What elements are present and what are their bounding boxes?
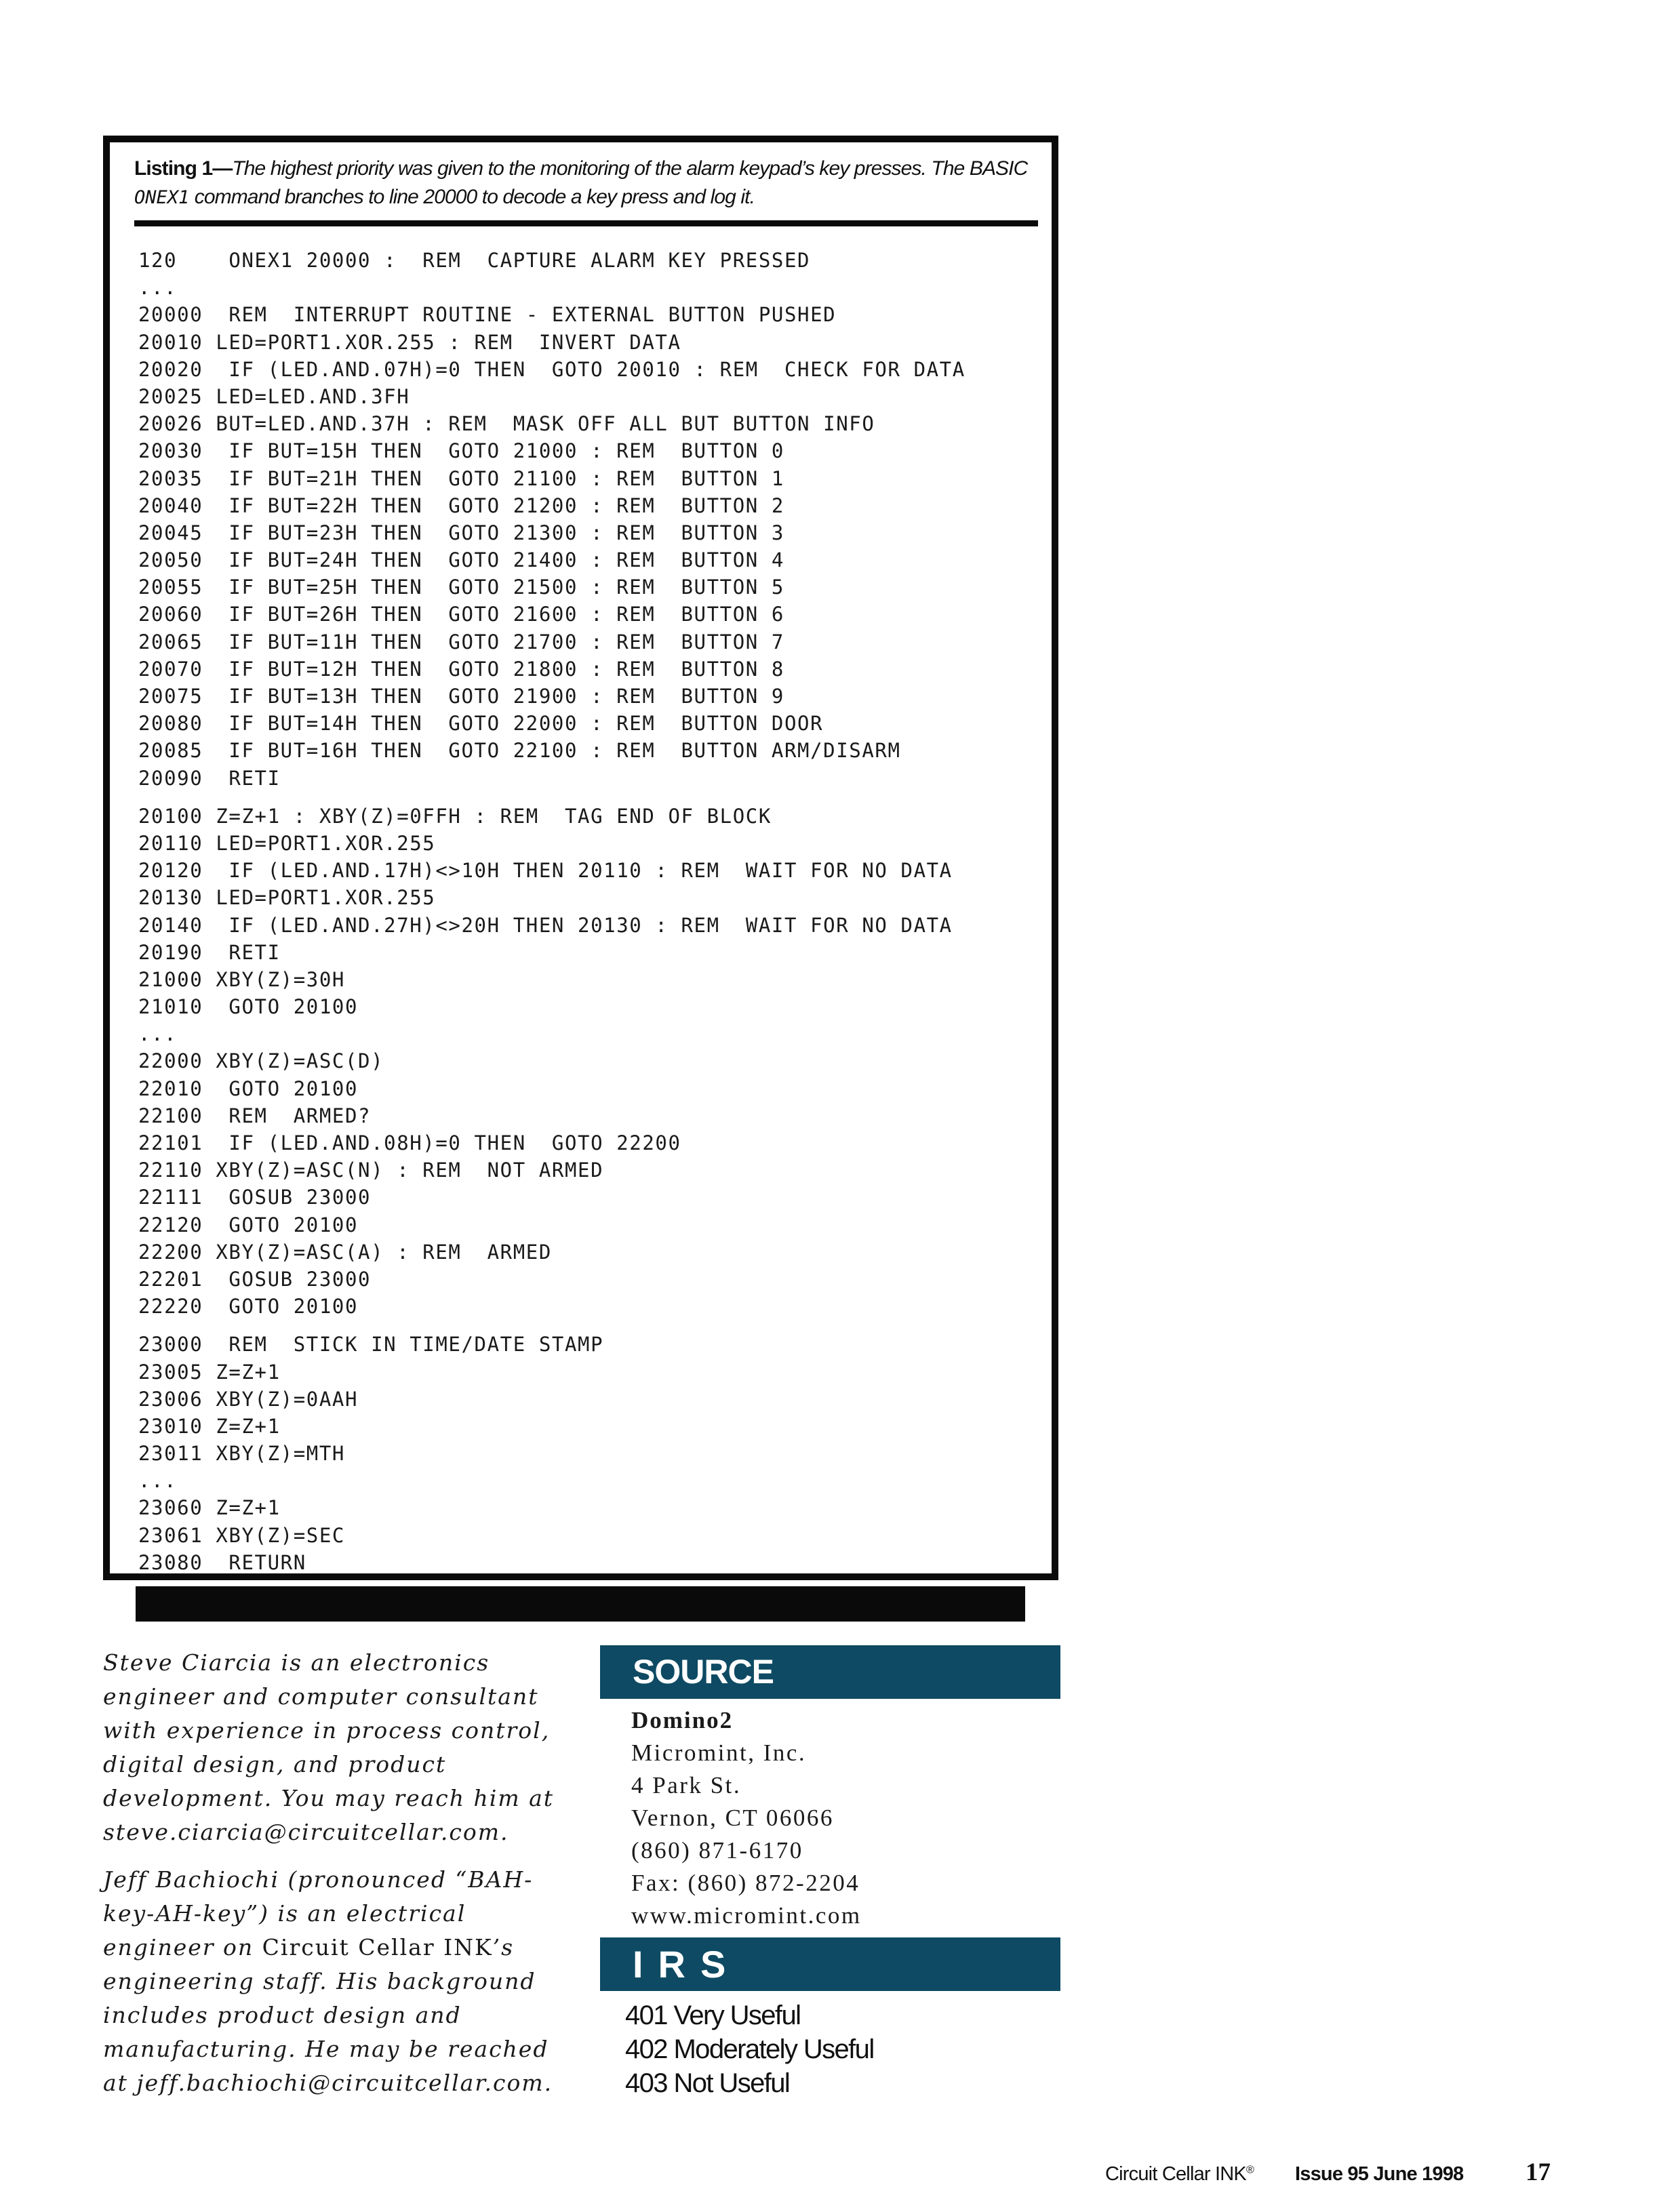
caption-text-end: command branches to line 20000 to decode a key press and log it. (189, 186, 755, 208)
code-line: 20030 IF BUT=15H THEN GOTO 21000 : REM BUTTON 0 (138, 439, 784, 463)
code-line: 22010 GOTO 20100 (138, 1077, 359, 1100)
author-bios (103, 1646, 578, 2114)
irs-item: 402 Moderately Useful (625, 2034, 874, 2064)
code-line: 20080 IF BUT=14H THEN GOTO 22000 : REM BUTTON DOOR (138, 712, 824, 736)
source-line: Vernon, CT 06066 (631, 1805, 834, 1831)
footer-magazine (1105, 2163, 1254, 2186)
code-line: 22200 XBY(Z)=ASC(A) : REM ARMED (138, 1240, 552, 1264)
bio-jeff-text-end: ’s engineering staff. His background includes product design and manufacturing. He may be reached at jeff.bachiochi@circuitcellar.com. (103, 1934, 553, 2096)
caption-text: The highest priority was given to the monitoring of the alarm keypad’s key presses. The BASIC (232, 157, 1028, 180)
page-footer (1105, 2158, 1566, 2188)
code-line: ... (138, 1469, 178, 1493)
code-line: 20055 IF BUT=25H THEN GOTO 21500 : REM BUTTON 5 (138, 576, 784, 599)
code-line: 22100 REM ARMED? (138, 1104, 372, 1127)
caption-code: ONEX1 (134, 187, 190, 208)
code-line: 20040 IF BUT=22H THEN GOTO 21200 : REM BUTTON 2 (138, 494, 784, 517)
code-line: 20020 IF (LED.AND.07H)=0 THEN GOTO 20010 : REM CHECK FOR DATA (138, 357, 965, 381)
footer-issue: Issue 95 June 1998 (1295, 2163, 1464, 2185)
code-line: 20110 LED=PORT1.XOR.255 (138, 831, 436, 855)
code-line: 20060 IF BUT=26H THEN GOTO 21600 : REM BUTTON 6 (138, 603, 784, 626)
source-line: Micromint, Inc. (631, 1740, 807, 1766)
code-block (138, 1331, 1047, 1576)
code-line: 20100 Z=Z+1 : XBY(Z)=0FFH : REM TAG END OF BLOCK (138, 804, 772, 828)
irs-item: 401 Very Useful (625, 2000, 801, 2030)
code-line: 20000 REM INTERRUPT ROUTINE - EXTERNAL BUTTON PUSHED (138, 303, 837, 327)
footer-magazine-name: Circuit Cellar INK (1105, 2163, 1246, 2185)
code-line: 120 ONEX1 20000 : REM CAPTURE ALARM KEY PRESSED (138, 249, 811, 272)
code-line: 20085 IF BUT=16H THEN GOTO 22100 : REM BUTTON ARM/DISARM (138, 739, 901, 763)
listing-shadow-bar (136, 1586, 1025, 1622)
code-line: 22201 GOSUB 23000 (138, 1267, 372, 1291)
code-line: ... (138, 1022, 178, 1046)
code-line: 21010 GOTO 20100 (138, 995, 359, 1019)
code-line: 23080 RETURN (138, 1550, 306, 1574)
code-line: 22120 GOTO 20100 (138, 1213, 359, 1236)
code-line: 20070 IF BUT=12H THEN GOTO 21800 : REM BUTTON 8 (138, 657, 784, 681)
code-line: 20026 BUT=LED.AND.37H : REM MASK OFF ALL BUT BUTTON INFO (138, 412, 875, 436)
source-product: Domino2 (631, 1707, 734, 1733)
code-line: 20065 IF BUT=11H THEN GOTO 21700 : REM BUTTON 7 (138, 630, 784, 653)
source-contact (631, 1704, 1065, 1932)
listing-label: Listing 1— (134, 157, 233, 180)
code-line: 22220 GOTO 20100 (138, 1295, 359, 1319)
bio-jeff-text: Jeff Bachiochi (pronounced “BAH-key-AH-key”) is an electrical engineer on (103, 1866, 534, 1960)
bio-steve-ciarcia: Steve Ciarcia is an electronics engineer and computer consultant with experience in process control, digital design, and product development. You may reach him at steve.ciarcia@circuitcellar.com. (103, 1649, 555, 1845)
code-line: 22101 IF (LED.AND.08H)=0 THEN GOTO 22200 (138, 1131, 681, 1154)
bio-jeff-bachiochi (103, 1863, 578, 2100)
code-line: 23011 XBY(Z)=MTH (138, 1442, 345, 1466)
code-line: 20190 RETI (138, 940, 281, 964)
registered-mark: ® (1246, 2164, 1254, 2176)
source-heading: SOURCE (600, 1645, 1060, 1699)
code-line: 20140 IF (LED.AND.27H)<>20H THEN 20130 : REM WAIT FOR NO DATA (138, 913, 953, 937)
irs-heading: IRS (600, 1937, 1060, 1991)
code-line: 22000 XBY(Z)=ASC(D) (138, 1049, 384, 1073)
code-listing (138, 247, 1047, 1576)
code-line: 20045 IF BUT=23H THEN GOTO 21300 : REM BUTTON 3 (138, 521, 784, 544)
code-line: 23000 REM STICK IN TIME/DATE STAMP (138, 1333, 604, 1356)
code-line: 22110 XBY(Z)=ASC(N) : REM NOT ARMED (138, 1159, 604, 1182)
code-block (138, 247, 1047, 792)
caption-rule (134, 220, 1038, 226)
code-line: 20090 RETI (138, 766, 281, 790)
code-line: 20010 LED=PORT1.XOR.255 : REM INVERT DATA (138, 330, 681, 354)
code-line: 23061 XBY(Z)=SEC (138, 1523, 345, 1547)
listing-caption (134, 155, 1043, 212)
code-block (138, 803, 1047, 1321)
irs-list (625, 1998, 1059, 2100)
source-line: Fax: (860) 872-2204 (631, 1870, 860, 1896)
source-line: www.micromint.com (631, 1902, 862, 1929)
code-line: ... (138, 276, 178, 300)
code-line: 23005 Z=Z+1 (138, 1360, 281, 1384)
page-number: 17 (1526, 2158, 1551, 2186)
code-line: 20035 IF BUT=21H THEN GOTO 21100 : REM BUTTON 1 (138, 466, 784, 490)
code-line: 21000 XBY(Z)=30H (138, 967, 345, 991)
code-line: 20130 LED=PORT1.XOR.255 (138, 886, 436, 910)
irs-item: 403 Not Useful (625, 2068, 790, 2098)
magazine-name: Circuit Cellar INK (262, 1934, 493, 1960)
code-line: 20050 IF BUT=24H THEN GOTO 21400 : REM BUTTON 4 (138, 548, 784, 572)
code-line: 23060 Z=Z+1 (138, 1496, 281, 1520)
code-line: 23006 XBY(Z)=0AAH (138, 1387, 359, 1411)
code-line: 23010 Z=Z+1 (138, 1414, 281, 1438)
source-line: 4 Park St. (631, 1772, 742, 1798)
source-line: (860) 871-6170 (631, 1837, 803, 1864)
code-line: 20075 IF BUT=13H THEN GOTO 21900 : REM BUTTON 9 (138, 685, 784, 708)
code-line: 20120 IF (LED.AND.17H)<>10H THEN 20110 : REM WAIT FOR NO DATA (138, 859, 953, 883)
code-line: 20025 LED=LED.AND.3FH (138, 384, 410, 408)
code-line: 22111 GOSUB 23000 (138, 1186, 372, 1209)
